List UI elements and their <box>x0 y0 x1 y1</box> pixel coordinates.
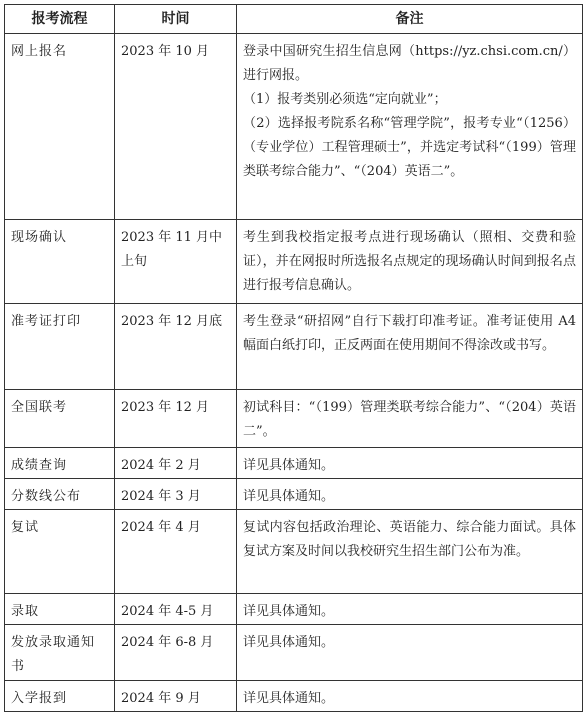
table-row <box>5 448 583 479</box>
table-row <box>5 220 583 304</box>
notes-cell <box>237 510 583 594</box>
notes-cell <box>237 220 583 304</box>
stage-cell: 发放录取通知书 <box>5 625 115 681</box>
time-cell: 2023 年 12 月底 <box>115 304 237 390</box>
notes-cell <box>237 390 583 448</box>
header-time: 时间 <box>115 5 237 34</box>
time-cell: 2024 年 4-5 月 <box>115 594 237 625</box>
notes-cell <box>237 448 583 479</box>
note-line: 考生到我校指定报考点进行现场确认（照相、交费和验证），并在网报时所选报名点规定的现场确认时间到报名点进行报考信息确认。 <box>243 230 576 293</box>
notes-cell <box>237 594 583 625</box>
notes-cell <box>237 304 583 390</box>
header-stage: 报考流程 <box>5 5 115 34</box>
note-line: 详见具体通知。 <box>243 489 335 504</box>
time-cell: 2024 年 9 月 <box>115 681 237 712</box>
time-cell: 2024 年 3 月 <box>115 479 237 510</box>
stage-cell: 录取 <box>5 594 115 625</box>
time-cell: 2024 年 4 月 <box>115 510 237 594</box>
time-cell: 2024 年 2 月 <box>115 448 237 479</box>
note-line: 详见具体通知。 <box>243 691 335 706</box>
table-row <box>5 681 583 712</box>
time-cell: 2023 年 12 月 <box>115 390 237 448</box>
table-row <box>5 625 583 681</box>
note-line: 详见具体通知。 <box>243 635 335 650</box>
admission-process-table <box>4 4 583 712</box>
note-line: 初试科目：“（199）管理类联考综合能力”、“（204）英语二”。 <box>243 400 576 439</box>
stage-cell: 网上报名 <box>5 34 115 220</box>
table-header-row <box>5 5 583 34</box>
notes-cell <box>237 479 583 510</box>
table-row <box>5 304 583 390</box>
time-cell: 2023 年 10 月 <box>115 34 237 220</box>
table-row <box>5 510 583 594</box>
table-row <box>5 479 583 510</box>
note-line: 考生登录“研招网”自行下载打印准考证。准考证使用 A4 幅面白纸打印，正反两面在使用期间不得涂改或书写。 <box>243 314 576 353</box>
stage-cell: 分数线公布 <box>5 479 115 510</box>
stage-cell: 复试 <box>5 510 115 594</box>
note-line: 复试内容包括政治理论、英语能力、综合能力面试。具体复试方案及时间以我校研究生招生部门公布为准。 <box>243 520 576 559</box>
stage-cell: 成绩查询 <box>5 448 115 479</box>
stage-cell: 现场确认 <box>5 220 115 304</box>
note-line: 详见具体通知。 <box>243 604 335 619</box>
time-cell: 2023 年 11 月中上旬 <box>115 220 237 304</box>
table-row <box>5 34 583 220</box>
notes-cell <box>237 34 583 220</box>
table-row <box>5 594 583 625</box>
stage-cell: 全国联考 <box>5 390 115 448</box>
header-notes: 备注 <box>237 5 583 34</box>
notes-cell <box>237 681 583 712</box>
note-line: 详见具体通知。 <box>243 458 335 473</box>
stage-cell: 准考证打印 <box>5 304 115 390</box>
note-line: （1）报考类别必须选“定向就业”； <box>243 92 447 107</box>
stage-cell: 入学报到 <box>5 681 115 712</box>
note-line: 登录中国研究生招生信息网（https://yz.chsi.com.cn/）进行网报。 <box>243 44 576 83</box>
time-cell: 2024 年 6-8 月 <box>115 625 237 681</box>
table-row <box>5 390 583 448</box>
note-line: （2）选择报考院系名称“管理学院”，报考专业“（1256）（专业学位）工程管理硕士”，并选定考试科“（199）管理类联考综合能力”、“（204）英语二”。 <box>243 116 576 179</box>
notes-cell <box>237 625 583 681</box>
